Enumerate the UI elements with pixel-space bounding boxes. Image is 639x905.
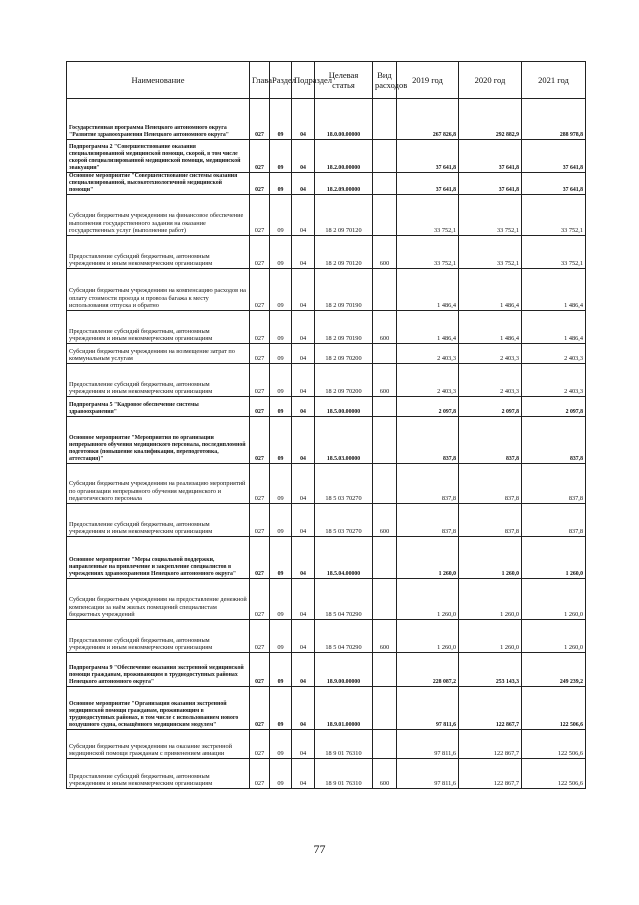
table-row bbox=[67, 269, 586, 311]
row-section-cell: 09 bbox=[270, 269, 292, 311]
row-target-article-cell: 18 5 04 70290 bbox=[315, 579, 373, 620]
row-amount-2020-cell: 122 867,7 bbox=[459, 759, 522, 789]
row-chapter-cell: 027 bbox=[250, 140, 270, 173]
row-amount-2021-cell: 837,8 bbox=[522, 417, 586, 464]
row-amount-2019-cell: 97 811,6 bbox=[397, 759, 459, 789]
row-chapter-cell: 027 bbox=[250, 417, 270, 464]
row-name-cell: Предоставление субсидий бюджетным, автономным учреждениям и иным некоммерческим организациям bbox=[67, 311, 250, 344]
row-target-article-cell: 18.5.00.00000 bbox=[315, 397, 373, 417]
row-expense-type-cell bbox=[373, 344, 397, 364]
row-name-cell: Подпрограмма 5 "Кадровое обеспечение системы здравоохранения" bbox=[67, 397, 250, 417]
header-target-article: Целевая статья bbox=[315, 62, 373, 99]
row-section-cell: 09 bbox=[270, 537, 292, 579]
row-target-article-cell: 18 5 03 70270 bbox=[315, 504, 373, 537]
row-expense-type-cell bbox=[373, 537, 397, 579]
table-row bbox=[67, 99, 586, 140]
row-amount-2019-cell: 33 752,1 bbox=[397, 195, 459, 236]
row-amount-2021-cell: 1 486,4 bbox=[522, 269, 586, 311]
budget-table bbox=[66, 61, 586, 789]
row-section-cell: 09 bbox=[270, 173, 292, 195]
row-section-cell: 09 bbox=[270, 236, 292, 269]
row-name-cell: Предоставление субсидий бюджетным, автономным учреждениям и иным некоммерческим организациям bbox=[67, 236, 250, 269]
row-amount-2021-cell: 37 641,8 bbox=[522, 173, 586, 195]
row-amount-2019-cell: 837,8 bbox=[397, 504, 459, 537]
row-target-article-cell: 18 5 04 70290 bbox=[315, 620, 373, 653]
row-target-article-cell: 18 5 03 70270 bbox=[315, 464, 373, 504]
row-section-cell: 09 bbox=[270, 140, 292, 173]
row-amount-2019-cell: 37 641,8 bbox=[397, 140, 459, 173]
row-amount-2019-cell: 267 826,8 bbox=[397, 99, 459, 140]
table-row bbox=[67, 687, 586, 730]
row-subsection-cell: 04 bbox=[292, 397, 315, 417]
row-name-cell: Предоставление субсидий бюджетным, автономным учреждениям и иным некоммерческим организациям bbox=[67, 620, 250, 653]
row-amount-2021-cell: 33 752,1 bbox=[522, 195, 586, 236]
table-row bbox=[67, 195, 586, 236]
row-expense-type-cell bbox=[373, 579, 397, 620]
row-subsection-cell: 04 bbox=[292, 417, 315, 464]
row-amount-2020-cell: 37 641,8 bbox=[459, 140, 522, 173]
row-amount-2019-cell: 228 087,2 bbox=[397, 653, 459, 687]
row-amount-2021-cell: 2 403,3 bbox=[522, 344, 586, 364]
row-expense-type-cell: 600 bbox=[373, 504, 397, 537]
page-number: 77 bbox=[313, 842, 326, 856]
row-expense-type-cell bbox=[373, 464, 397, 504]
row-chapter-cell: 027 bbox=[250, 99, 270, 140]
row-amount-2020-cell: 2 097,8 bbox=[459, 397, 522, 417]
row-amount-2020-cell: 292 882,9 bbox=[459, 99, 522, 140]
row-name-cell: Субсидии бюджетным учреждениям на предоставление денежной компенсации за наём жилых помещений специалистам бюджетных учреждений bbox=[67, 579, 250, 620]
row-amount-2020-cell: 37 641,8 bbox=[459, 173, 522, 195]
header-subsection: Подраздел bbox=[292, 62, 315, 99]
row-section-cell: 09 bbox=[270, 195, 292, 236]
row-name-cell: Предоставление субсидий бюджетным, автономным учреждениям и иным некоммерческим организациям bbox=[67, 364, 250, 397]
row-amount-2021-cell: 288 978,8 bbox=[522, 99, 586, 140]
row-subsection-cell: 04 bbox=[292, 730, 315, 759]
table-row bbox=[67, 173, 586, 195]
row-chapter-cell: 027 bbox=[250, 236, 270, 269]
row-expense-type-cell bbox=[373, 195, 397, 236]
table-row bbox=[67, 759, 586, 789]
row-amount-2020-cell: 2 403,3 bbox=[459, 344, 522, 364]
row-amount-2020-cell: 1 260,0 bbox=[459, 620, 522, 653]
row-amount-2019-cell: 2 403,3 bbox=[397, 364, 459, 397]
row-amount-2020-cell: 2 403,3 bbox=[459, 364, 522, 397]
row-name-cell: Подпрограмма 9 "Обеспечение оказания экстренной медицинской помощи гражданам, проживающим в труднодоступных районах Ненецкого автономного округа" bbox=[67, 653, 250, 687]
row-amount-2021-cell: 122 506,6 bbox=[522, 759, 586, 789]
row-subsection-cell: 04 bbox=[292, 99, 315, 140]
row-amount-2021-cell: 249 239,2 bbox=[522, 653, 586, 687]
header-year-2019: 2019 год bbox=[397, 62, 459, 99]
row-amount-2020-cell: 122 867,7 bbox=[459, 730, 522, 759]
row-target-article-cell: 18 9 01 76310 bbox=[315, 730, 373, 759]
row-expense-type-cell bbox=[373, 269, 397, 311]
row-expense-type-cell bbox=[373, 140, 397, 173]
row-name-cell: Основное мероприятие "Меры социальной поддержки, направленные на привлечение и закрепление специалистов в учреждениях здравоохранения Ненецкого автономного округа" bbox=[67, 537, 250, 579]
row-amount-2021-cell: 33 752,1 bbox=[522, 236, 586, 269]
row-chapter-cell: 027 bbox=[250, 344, 270, 364]
row-name-cell: Государственная программа Ненецкого автономного округа "Развитие здравоохранения Ненецкого автономного округа" bbox=[67, 99, 250, 140]
row-expense-type-cell: 600 bbox=[373, 620, 397, 653]
row-amount-2021-cell: 122 506,6 bbox=[522, 687, 586, 730]
row-section-cell: 09 bbox=[270, 364, 292, 397]
table-row bbox=[67, 311, 586, 344]
header-expense-type: Вид расходов bbox=[373, 62, 397, 99]
row-amount-2019-cell: 1 486,4 bbox=[397, 311, 459, 344]
row-subsection-cell: 04 bbox=[292, 464, 315, 504]
row-name-cell: Субсидии бюджетным учреждениям на возмещение затрат по коммунальным услугам bbox=[67, 344, 250, 364]
row-target-article-cell: 18 2 09 70200 bbox=[315, 344, 373, 364]
table-row bbox=[67, 653, 586, 687]
row-subsection-cell: 04 bbox=[292, 537, 315, 579]
row-name-cell: Субсидии бюджетным учреждениям на оказание экстренной медицинской помощи гражданам с применением авиации bbox=[67, 730, 250, 759]
row-amount-2020-cell: 837,8 bbox=[459, 504, 522, 537]
row-amount-2020-cell: 33 752,1 bbox=[459, 236, 522, 269]
row-amount-2021-cell: 1 486,4 bbox=[522, 311, 586, 344]
row-target-article-cell: 18 2 09 70120 bbox=[315, 236, 373, 269]
row-subsection-cell: 04 bbox=[292, 236, 315, 269]
row-section-cell: 09 bbox=[270, 464, 292, 504]
row-target-article-cell: 18 2 09 70190 bbox=[315, 269, 373, 311]
row-name-cell: Основное мероприятие "Организация оказания экстренной медицинской помощи гражданам, проживающим в труднодоступных районах, в том числе с использованием нового воздушного судна, оснащённого медицинским модулем" bbox=[67, 687, 250, 730]
row-section-cell: 09 bbox=[270, 344, 292, 364]
row-amount-2019-cell: 2 403,3 bbox=[397, 344, 459, 364]
row-expense-type-cell: 600 bbox=[373, 364, 397, 397]
row-amount-2019-cell: 1 260,0 bbox=[397, 620, 459, 653]
row-name-cell: Предоставление субсидий бюджетным, автономным учреждениям и иным некоммерческим организациям bbox=[67, 759, 250, 789]
table-row bbox=[67, 537, 586, 579]
row-subsection-cell: 04 bbox=[292, 504, 315, 537]
row-target-article-cell: 18.9.00.00000 bbox=[315, 653, 373, 687]
row-section-cell: 09 bbox=[270, 730, 292, 759]
row-subsection-cell: 04 bbox=[292, 759, 315, 789]
row-subsection-cell: 04 bbox=[292, 269, 315, 311]
row-expense-type-cell: 600 bbox=[373, 759, 397, 789]
table-row bbox=[67, 236, 586, 269]
row-target-article-cell: 18.2.09.00000 bbox=[315, 173, 373, 195]
row-chapter-cell: 027 bbox=[250, 687, 270, 730]
table-row bbox=[67, 364, 586, 397]
row-amount-2020-cell: 253 143,3 bbox=[459, 653, 522, 687]
row-chapter-cell: 027 bbox=[250, 364, 270, 397]
row-amount-2020-cell: 122 867,7 bbox=[459, 687, 522, 730]
row-amount-2019-cell: 1 486,4 bbox=[397, 269, 459, 311]
row-subsection-cell: 04 bbox=[292, 173, 315, 195]
row-subsection-cell: 04 bbox=[292, 344, 315, 364]
row-expense-type-cell: 600 bbox=[373, 236, 397, 269]
row-section-cell: 09 bbox=[270, 620, 292, 653]
row-chapter-cell: 027 bbox=[250, 173, 270, 195]
header-year-2020: 2020 год bbox=[459, 62, 522, 99]
row-name-cell: Подпрограмма 2 "Совершенствование оказания специализированной медицинской помощи, скорой, в том числе скорой специализированной медицинской помощи, медицинской эвакуации" bbox=[67, 140, 250, 173]
table-row bbox=[67, 417, 586, 464]
table-row bbox=[67, 397, 586, 417]
row-amount-2021-cell: 837,8 bbox=[522, 464, 586, 504]
row-chapter-cell: 027 bbox=[250, 620, 270, 653]
row-section-cell: 09 bbox=[270, 687, 292, 730]
row-expense-type-cell bbox=[373, 653, 397, 687]
row-amount-2019-cell: 97 811,6 bbox=[397, 687, 459, 730]
header-year-2021: 2021 год bbox=[522, 62, 586, 99]
row-chapter-cell: 027 bbox=[250, 195, 270, 236]
row-target-article-cell: 18.5.04.00000 bbox=[315, 537, 373, 579]
table-row bbox=[67, 344, 586, 364]
row-chapter-cell: 027 bbox=[250, 269, 270, 311]
row-amount-2019-cell: 33 752,1 bbox=[397, 236, 459, 269]
row-amount-2019-cell: 837,8 bbox=[397, 417, 459, 464]
row-subsection-cell: 04 bbox=[292, 579, 315, 620]
row-chapter-cell: 027 bbox=[250, 311, 270, 344]
row-name-cell: Основное мероприятие "Мероприятия по организации непрерывного обучения медицинского персонала, последипломной подготовки (повышение квалификации, переподготовка, аттестация)" bbox=[67, 417, 250, 464]
table-row bbox=[67, 620, 586, 653]
row-target-article-cell: 18 2 09 70120 bbox=[315, 195, 373, 236]
row-chapter-cell: 027 bbox=[250, 397, 270, 417]
table-header-row bbox=[67, 62, 586, 99]
row-name-cell: Субсидии бюджетным учреждениям на финансовое обеспечение выполнения государственного задания на оказание государственных услуг (выполнение работ) bbox=[67, 195, 250, 236]
row-chapter-cell: 027 bbox=[250, 653, 270, 687]
row-subsection-cell: 04 bbox=[292, 140, 315, 173]
row-chapter-cell: 027 bbox=[250, 730, 270, 759]
row-subsection-cell: 04 bbox=[292, 620, 315, 653]
row-expense-type-cell bbox=[373, 99, 397, 140]
row-subsection-cell: 04 bbox=[292, 653, 315, 687]
row-name-cell: Предоставление субсидий бюджетным, автономным учреждениям и иным некоммерческим организациям bbox=[67, 504, 250, 537]
row-amount-2019-cell: 97 811,6 bbox=[397, 730, 459, 759]
row-amount-2020-cell: 1 486,4 bbox=[459, 311, 522, 344]
row-amount-2021-cell: 2 097,8 bbox=[522, 397, 586, 417]
table-row bbox=[67, 504, 586, 537]
header-chapter: Глава bbox=[250, 62, 270, 99]
table-body bbox=[67, 99, 586, 789]
row-target-article-cell: 18.0.00.00000 bbox=[315, 99, 373, 140]
row-expense-type-cell bbox=[373, 397, 397, 417]
table-row bbox=[67, 140, 586, 173]
row-amount-2021-cell: 837,8 bbox=[522, 504, 586, 537]
row-amount-2020-cell: 1 260,0 bbox=[459, 579, 522, 620]
row-expense-type-cell bbox=[373, 173, 397, 195]
table-row bbox=[67, 464, 586, 504]
row-chapter-cell: 027 bbox=[250, 504, 270, 537]
row-amount-2021-cell: 1 260,0 bbox=[522, 620, 586, 653]
row-name-cell: Субсидии бюджетным учреждениям на компенсацию расходов на оплату стоимости проезда и провоза багажа к месту использования отпуска и обратно bbox=[67, 269, 250, 311]
row-amount-2020-cell: 1 486,4 bbox=[459, 269, 522, 311]
row-amount-2021-cell: 122 506,6 bbox=[522, 730, 586, 759]
row-amount-2021-cell: 1 260,0 bbox=[522, 537, 586, 579]
row-target-article-cell: 18 2 09 70190 bbox=[315, 311, 373, 344]
row-amount-2019-cell: 1 260,0 bbox=[397, 537, 459, 579]
row-amount-2021-cell: 37 641,8 bbox=[522, 140, 586, 173]
table-row bbox=[67, 730, 586, 759]
row-chapter-cell: 027 bbox=[250, 537, 270, 579]
row-section-cell: 09 bbox=[270, 99, 292, 140]
row-amount-2020-cell: 33 752,1 bbox=[459, 195, 522, 236]
row-subsection-cell: 04 bbox=[292, 687, 315, 730]
row-amount-2020-cell: 837,8 bbox=[459, 464, 522, 504]
row-expense-type-cell bbox=[373, 687, 397, 730]
row-target-article-cell: 18 2 09 70200 bbox=[315, 364, 373, 397]
table-row bbox=[67, 579, 586, 620]
row-chapter-cell: 027 bbox=[250, 464, 270, 504]
row-amount-2019-cell: 2 097,8 bbox=[397, 397, 459, 417]
row-amount-2020-cell: 1 260,0 bbox=[459, 537, 522, 579]
row-target-article-cell: 18.9.01.00000 bbox=[315, 687, 373, 730]
row-amount-2019-cell: 37 641,8 bbox=[397, 173, 459, 195]
row-amount-2019-cell: 837,8 bbox=[397, 464, 459, 504]
row-name-cell: Основное мероприятие "Совершенствование системы оказания специализированной, высокотехнологичной медицинской помощи" bbox=[67, 173, 250, 195]
row-section-cell: 09 bbox=[270, 417, 292, 464]
row-subsection-cell: 04 bbox=[292, 364, 315, 397]
header-name: Наименование bbox=[67, 62, 250, 99]
row-section-cell: 09 bbox=[270, 504, 292, 537]
row-expense-type-cell bbox=[373, 730, 397, 759]
row-chapter-cell: 027 bbox=[250, 759, 270, 789]
row-section-cell: 09 bbox=[270, 579, 292, 620]
row-section-cell: 09 bbox=[270, 397, 292, 417]
row-amount-2020-cell: 837,8 bbox=[459, 417, 522, 464]
header-section: Раздел bbox=[270, 62, 292, 99]
row-subsection-cell: 04 bbox=[292, 195, 315, 236]
row-chapter-cell: 027 bbox=[250, 579, 270, 620]
row-target-article-cell: 18 9 01 76310 bbox=[315, 759, 373, 789]
row-subsection-cell: 04 bbox=[292, 311, 315, 344]
row-section-cell: 09 bbox=[270, 311, 292, 344]
row-amount-2021-cell: 2 403,3 bbox=[522, 364, 586, 397]
row-amount-2019-cell: 1 260,0 bbox=[397, 579, 459, 620]
row-target-article-cell: 18.5.03.00000 bbox=[315, 417, 373, 464]
row-name-cell: Субсидии бюджетным учреждениям на реализацию мероприятий по организации непрерывного обучения медицинского и педагогического персонала bbox=[67, 464, 250, 504]
row-target-article-cell: 18.2.00.00000 bbox=[315, 140, 373, 173]
row-expense-type-cell bbox=[373, 417, 397, 464]
row-section-cell: 09 bbox=[270, 653, 292, 687]
row-expense-type-cell: 600 bbox=[373, 311, 397, 344]
row-amount-2021-cell: 1 260,0 bbox=[522, 579, 586, 620]
row-section-cell: 09 bbox=[270, 759, 292, 789]
